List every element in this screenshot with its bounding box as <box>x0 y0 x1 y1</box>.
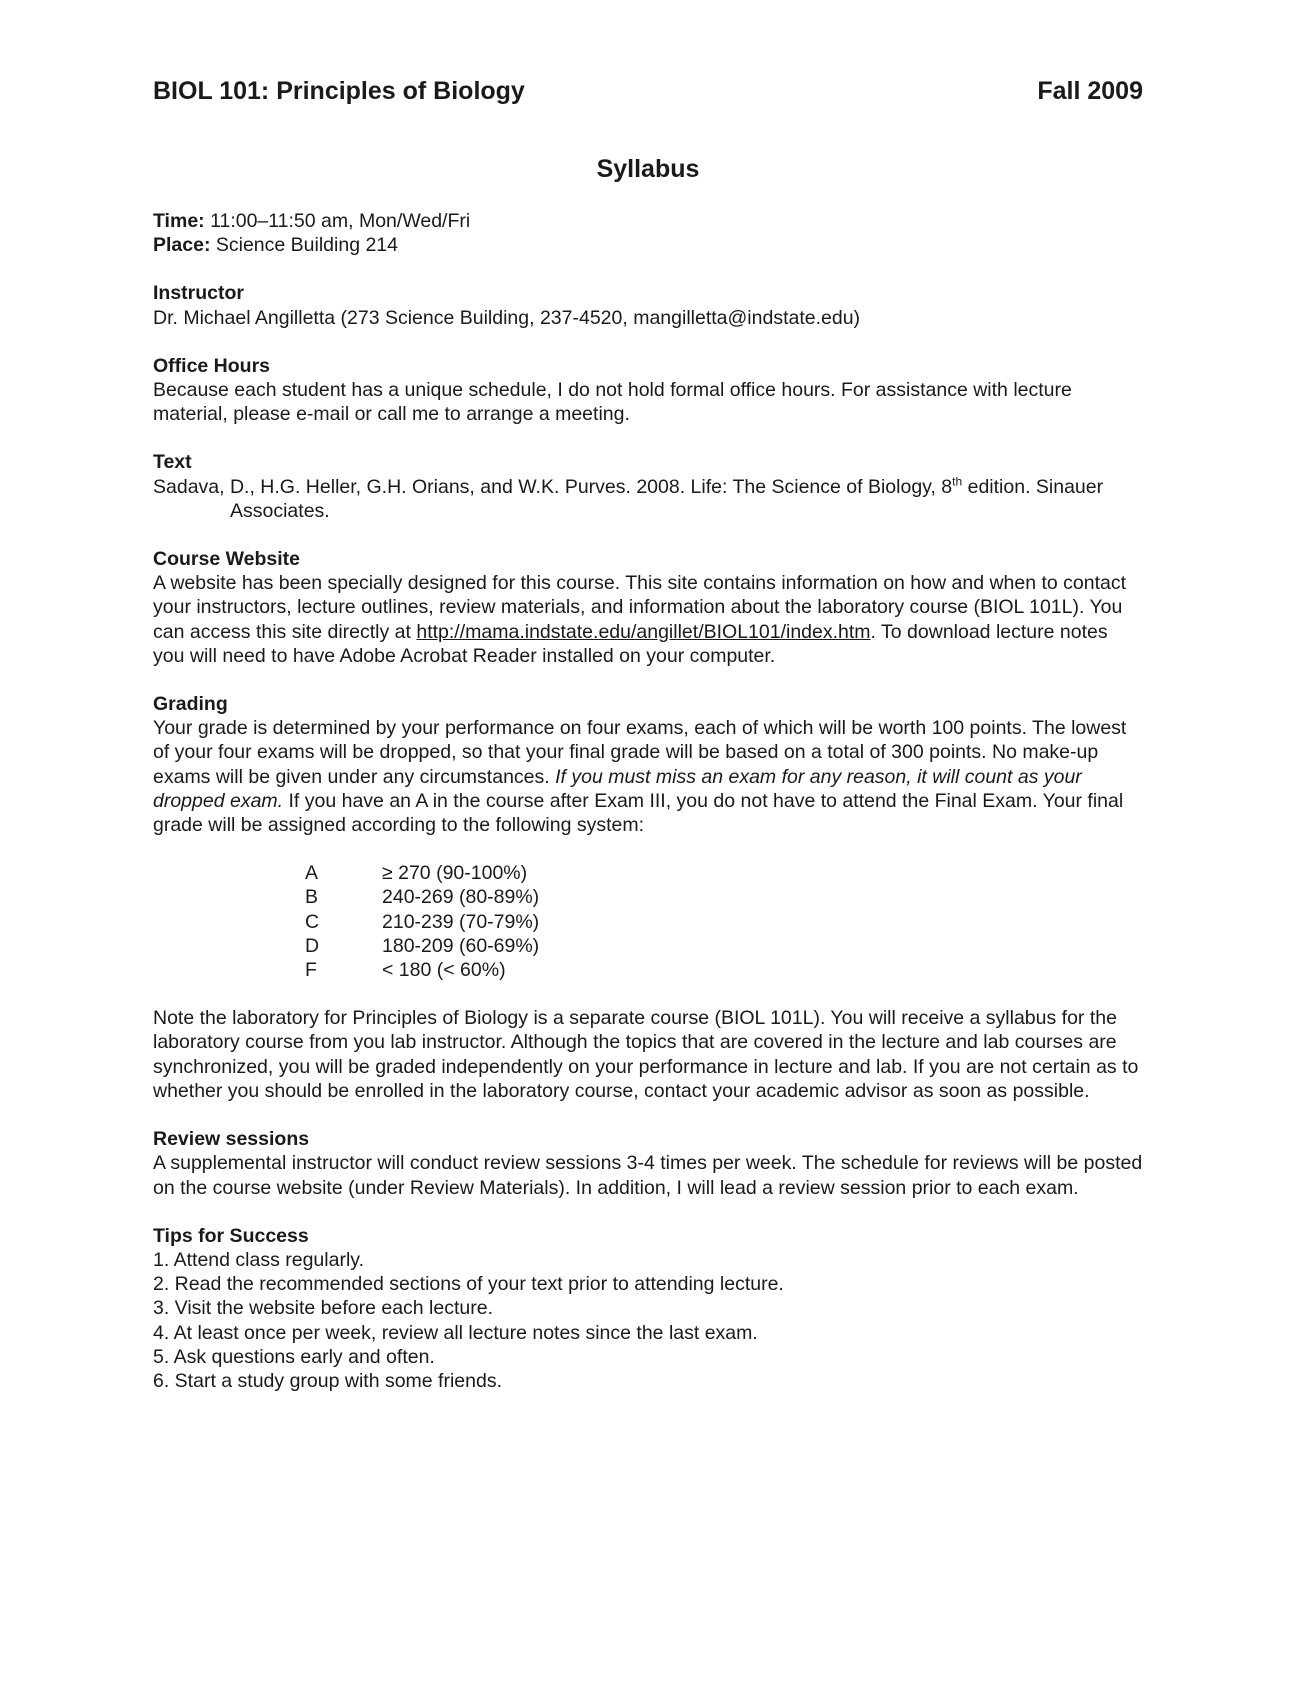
website-heading: Course Website <box>153 548 301 571</box>
edition-superscript: th <box>952 474 963 489</box>
instructor-heading: Instructor <box>153 282 245 305</box>
grade-range: < 180 (< 60%) <box>382 959 506 982</box>
grade-letter: A <box>305 862 319 885</box>
grade-letter: D <box>305 934 320 957</box>
grade-range: 180-209 (60-69%) <box>382 934 540 957</box>
review-text: A supplemental instructor will conduct review sessions 3-4 times per week. The schedule for reviews will be posted on the course website (under Review Materials). In addition, I will lead a review session prior to each exam. <box>153 1152 1143 1199</box>
textbook-citation <box>153 475 1143 523</box>
grade-row <box>305 910 539 934</box>
document-title: Syllabus <box>596 155 700 183</box>
tips-heading: Tips for Success <box>153 1224 309 1247</box>
course-title: BIOL 101: Principles of Biology <box>153 77 525 105</box>
grade-row <box>305 885 539 909</box>
grade-row <box>305 958 539 982</box>
grading-italic-note: If you must miss an exam for any reason, it will count as your dropped exam. <box>153 765 1082 812</box>
list-item: 2. Read the recommended sections of your text prior to attending lecture. <box>153 1273 784 1296</box>
grade-range: 240-269 (80-89%) <box>382 886 540 909</box>
place-value: Science Building 214 <box>210 234 398 257</box>
website-text <box>153 571 1143 668</box>
list-item: 6. Start a study group with some friends. <box>153 1369 503 1392</box>
time-line <box>153 209 1143 233</box>
grade-range: 210-239 (70-79%) <box>382 910 540 933</box>
page-header <box>153 77 1143 109</box>
lab-note: Note the laboratory for Principles of Biology is a separate course (BIOL 101L). You will receive a syllabus for the laboratory course from you lab instructor. Although the topics that are covered in the lecture and lab courses are synchronized, you will be graded independently on your performance in lecture and lab. If you are not certain as to whether you should be enrolled in the laboratory course, contact your academic advisor as soon as possible. <box>153 1007 1139 1102</box>
grade-row <box>305 934 539 958</box>
citation-main: Sadava, D., H.G. Heller, G.H. Orians, and W.K. Purves. 2008. Life: The Science of Biology, 8 <box>153 475 953 498</box>
place-label: Place: <box>153 234 211 257</box>
grading-text-end: If you have an A in the course after Exam III, you do not have to attend the Final Exam. Your final grade will be assigned according to the following system: <box>153 789 1124 837</box>
website-text-start: A website has been specially designed for this course. This site contains information on how and when to contact your instructors, lecture outlines, review materials, and information about the laboratory course (BIOL 101L). You can access this site directly at <box>153 572 1127 643</box>
place-line <box>153 233 1143 257</box>
office-hours-text: Because each student has a unique schedule, I do not hold formal office hours. For assistance with lecture material, please e-mail or call me to arrange a meeting. <box>153 379 1072 426</box>
grade-letter: C <box>305 910 320 933</box>
syllabus-body <box>153 209 1143 1393</box>
office-hours-heading: Office Hours <box>153 354 271 377</box>
text-heading: Text <box>153 451 192 474</box>
citation-end: edition. Sinauer Associates. <box>230 475 1104 522</box>
website-text-end: . To download lecture notes you will need to have Adobe Acrobat Reader installed on your computer. <box>153 620 1108 667</box>
list-item: 1. Attend class regularly. <box>153 1248 364 1271</box>
grading-text <box>153 716 1143 837</box>
list-item: 5. Ask questions early and often. <box>153 1345 435 1368</box>
time-value: 11:00–11:50 am, Mon/Wed/Fri <box>204 210 471 232</box>
grade-letter: B <box>305 886 319 909</box>
time-label: Time: <box>153 210 205 232</box>
grade-scale-table <box>305 861 539 982</box>
grading-text-start: Your grade is determined by your performance on four exams, each of which will be worth 100 points. The lowest of your four exams will be dropped, so that your final grade will be based on a total of 300 points. No make-up exams will be given under any circumstances. <box>153 717 1127 788</box>
instructor-text: Dr. Michael Angilletta (273 Science Building, 237-4520, mangilletta@indstate.edu) <box>153 306 861 329</box>
review-heading: Review sessions <box>153 1128 310 1151</box>
term-label: Fall 2009 <box>1037 77 1143 105</box>
list-item: 3. Visit the website before each lecture. <box>153 1297 494 1320</box>
grade-letter: F <box>305 959 317 982</box>
tips-list <box>153 1248 1143 1393</box>
list-item: 4. At least once per week, review all lecture notes since the last exam. <box>153 1321 758 1344</box>
grading-heading: Grading <box>153 693 228 716</box>
course-website-link[interactable]: http://mama.indstate.edu/angillet/BIOL101/index.htm <box>416 620 871 643</box>
grade-range: ≥ 270 (90-100%) <box>382 862 528 885</box>
grade-row <box>305 861 539 885</box>
